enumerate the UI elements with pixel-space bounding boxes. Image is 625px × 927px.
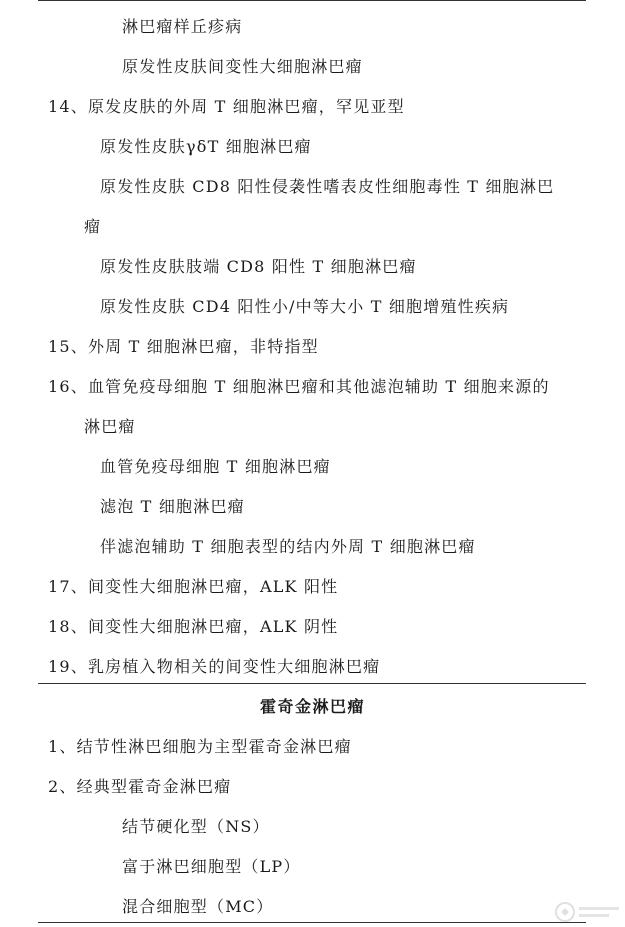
list-item: 淋巴瘤样丘疹病 (122, 17, 243, 36)
list-item-continuation: 淋巴瘤 (84, 417, 136, 436)
list-item: 滤泡 T 细胞淋巴瘤 (100, 497, 245, 516)
list-item: 16、血管免疫母细胞 T 细胞淋巴瘤和其他滤泡辅助 T 细胞来源的 (48, 377, 550, 396)
list-item: 血管免疫母细胞 T 细胞淋巴瘤 (100, 457, 331, 476)
bottom-rule (38, 922, 586, 923)
list-item: 原发性皮肤 CD4 阳性小/中等大小 T 细胞增殖性疾病 (100, 297, 510, 316)
list-item: 原发性皮肤间变性大细胞淋巴瘤 (122, 57, 363, 76)
list-item: 15、外周 T 细胞淋巴瘤，非特指型 (48, 337, 319, 356)
section-title: 霍奇金淋巴瘤 (259, 697, 365, 716)
list-item-continuation: 瘤 (84, 217, 102, 236)
list-item: 原发性皮肤γδT 细胞淋巴瘤 (100, 137, 312, 156)
list-item: 19、乳房植入物相关的间变性大细胞淋巴瘤 (48, 657, 381, 676)
list-item: 17、间变性大细胞淋巴瘤，ALK 阳性 (48, 577, 339, 596)
watermark-logo-icon (553, 899, 623, 925)
list-item: 结节硬化型（NS） (122, 817, 270, 836)
list-item: 14、原发皮肤的外周 T 细胞淋巴瘤，罕见亚型 (48, 97, 405, 116)
list-item: 富于淋巴细胞型（LP） (122, 857, 301, 876)
list-item: 18、间变性大细胞淋巴瘤，ALK 阴性 (48, 617, 339, 636)
top-rule (38, 0, 586, 1)
list-item: 伴滤泡辅助 T 细胞表型的结内外周 T 细胞淋巴瘤 (100, 537, 476, 556)
list-item: 1、结节性淋巴细胞为主型霍奇金淋巴瘤 (48, 737, 352, 756)
list-item: 原发性皮肤 CD8 阳性侵袭性嗜表皮性细胞毒性 T 细胞淋巴 (100, 177, 555, 196)
list-item: 2、经典型霍奇金淋巴瘤 (48, 777, 232, 796)
list-item: 原发性皮肤肢端 CD8 阳性 T 细胞淋巴瘤 (100, 257, 417, 276)
section-rule (38, 683, 586, 684)
list-item: 混合细胞型（MC） (122, 897, 274, 916)
